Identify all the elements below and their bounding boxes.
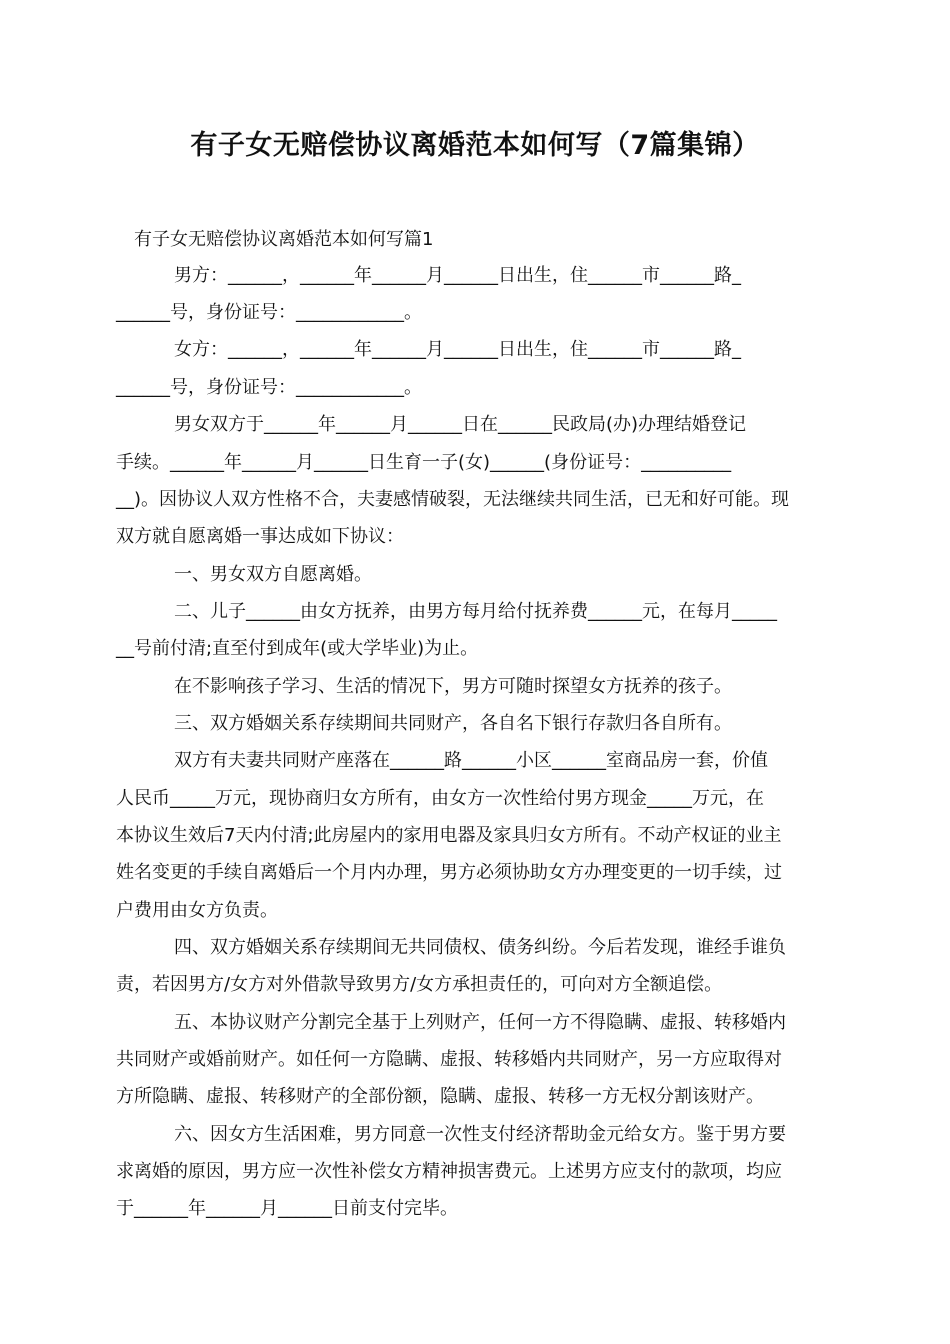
text-line: ______号，身份证号：____________。 [116, 302, 422, 323]
section-heading: 有子女无赔偿协议离婚范本如何写篇1 [134, 229, 434, 250]
text-line: 男女双方于______年______月______日在______民政局(办)办理结婚登记 [174, 414, 747, 435]
text-line: 求离婚的原因，男方应一次性补偿女方精神损害费元。上述男方应支付的款项，均应 [116, 1161, 782, 1182]
text-line: 方所隐瞒、虚报、转移财产的全部份额，隐瞒、虚报、转移一方无权分割该财产。 [116, 1086, 764, 1107]
text-line: ______号，身份证号：____________。 [116, 377, 422, 398]
text-line: 于______年______月______日前支付完毕。 [116, 1198, 458, 1219]
text-line: 五、本协议财产分割完全基于上列财产，任何一方不得隐瞒、虚报、转移婚内 [174, 1012, 786, 1033]
text-line: 三、双方婚姻关系存续期间共同财产，各自名下银行存款归各自所有。 [174, 713, 732, 734]
text-line: 双方就自愿离婚一事达成如下协议： [116, 526, 404, 547]
text-line: 手续。______年______月______日生育一子(女)______(身份证号：__________ [116, 452, 732, 473]
text-line: 四、双方婚姻关系存续期间无共同债权、债务纠纷。今后若发现，谁经手谁负 [174, 937, 786, 958]
text-line: 本协议生效后7天内付清;此房屋内的家用电器及家具归女方所有。不动产权证的业主 [116, 825, 782, 846]
document-title: 有子女无赔偿协议离婚范本如何写（7篇集锦） [190, 130, 760, 161]
text-line: 二、儿子______由女方抚养，由男方每月给付抚养费______元，在每月_____ [174, 601, 777, 622]
text-line: 户费用由女方负责。 [116, 900, 278, 921]
text-line: 六、因女方生活困难，男方同意一次性支付经济帮助金元给女方。鉴于男方要 [174, 1124, 786, 1145]
text-line: 姓名变更的手续自离婚后一个月内办理，男方必须协助女方办理变更的一切手续，过 [116, 862, 782, 883]
text-line: 共同财产或婚前财产。如任何一方隐瞒、虚报、转移婚内共同财产，另一方应取得对 [116, 1049, 782, 1070]
text-line: 一、男女双方自愿离婚。 [174, 564, 372, 585]
text-line: __)。因协议人双方性格不合，夫妻感情破裂，无法继续共同生活，已无和好可能。现 [116, 489, 790, 510]
text-line: 在不影响孩子学习、生活的情况下，男方可随时探望女方抚养的孩子。 [174, 676, 732, 697]
text-line: 女方：______，______年______月______日出生，住______市______路_ [174, 339, 741, 360]
text-line: 责，若因男方/女方对外借款导致男方/女方承担责任的，可向对方全额追偿。 [116, 974, 723, 995]
text-line: 人民币_____万元，现协商归女方所有，由女方一次性给付男方现金_____万元，在 [116, 788, 764, 809]
text-line: 双方有夫妻共同财产座落在______路______小区______室商品房一套，价值 [174, 750, 768, 771]
text-line: __号前付清;直至付到成年(或大学毕业)为止。 [116, 638, 479, 659]
text-line: 男方：______，______年______月______日出生，住______市______路_ [174, 265, 741, 286]
